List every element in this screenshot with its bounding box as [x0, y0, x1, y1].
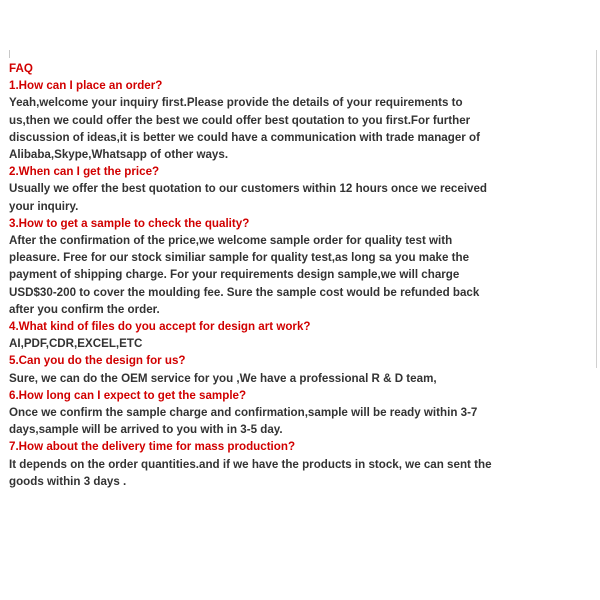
faq-answer	[9, 370, 509, 387]
faq-answer	[9, 404, 509, 438]
faq-answer	[9, 335, 509, 352]
faq-answer-line: AI,PDF,CDR,EXCEL,ETC	[9, 337, 143, 351]
faq-answer-line: Once we confirm the sample charge and confirmation,sample will be ready within 3-7	[9, 406, 478, 420]
faq-question: 1.How can I place an order?	[9, 79, 163, 93]
faq-question: 6.How long can I expect to get the sample?	[9, 388, 247, 402]
faq-list	[9, 77, 509, 490]
faq-answer-line: your inquiry.	[9, 199, 79, 213]
faq-answer	[9, 180, 509, 214]
faq-question: 7.How about the delivery time for mass production?	[9, 440, 296, 454]
faq-answer-line: discussion of ideas,it is better we could have a communication with trade manager of	[9, 130, 480, 144]
faq-answer-line: Usually we offer the best quotation to our customers within 12 hours once we received	[9, 182, 488, 196]
text-cursor-mark	[9, 50, 10, 58]
faq-answer	[9, 456, 509, 490]
faq-answer-line: Sure, we can do the OEM service for you ,We have a professional R & D team,	[9, 371, 437, 385]
faq-answer-line: After the confirmation of the price,we welcome sample order for quality test with	[9, 234, 453, 248]
faq-answer	[9, 232, 509, 318]
faq-answer-line: Yeah,welcome your inquiry first.Please provide the details of your requirements to	[9, 96, 463, 110]
faq-question: 5.Can you do the design for us?	[9, 354, 186, 368]
scrollbar-track[interactable]	[596, 50, 597, 368]
faq-answer	[9, 94, 509, 163]
faq-answer-line: pleasure. Free for our stock similiar sample for quality test,as long sa you make the	[9, 251, 470, 265]
faq-section	[9, 60, 509, 490]
faq-title: FAQ	[9, 62, 33, 75]
faq-answer-line: days,sample will be arrived to you with in 3-5 day.	[9, 423, 283, 437]
faq-answer-line: goods within 3 days .	[9, 474, 127, 488]
faq-question: 3.How to get a sample to check the quality?	[9, 216, 250, 230]
faq-answer-line: after you confirm the order.	[9, 302, 160, 316]
faq-answer-line: USD$30-200 to cover the moulding fee. Sure the sample cost would be refunded back	[9, 285, 480, 299]
faq-answer-line: payment of shipping charge. For your requirements design sample,we will charge	[9, 268, 460, 282]
faq-answer-line: us,then we could offer the best we could offer best qoutation to you first.For further	[9, 113, 471, 127]
faq-question: 2.When can I get the price?	[9, 165, 160, 179]
faq-answer-line: Alibaba,Skype,Whatsapp of other ways.	[9, 148, 229, 162]
faq-answer-line: It depends on the order quantities.and if we have the products in stock, we can sent the	[9, 457, 492, 471]
faq-question: 4.What kind of files do you accept for design art work?	[9, 320, 311, 334]
